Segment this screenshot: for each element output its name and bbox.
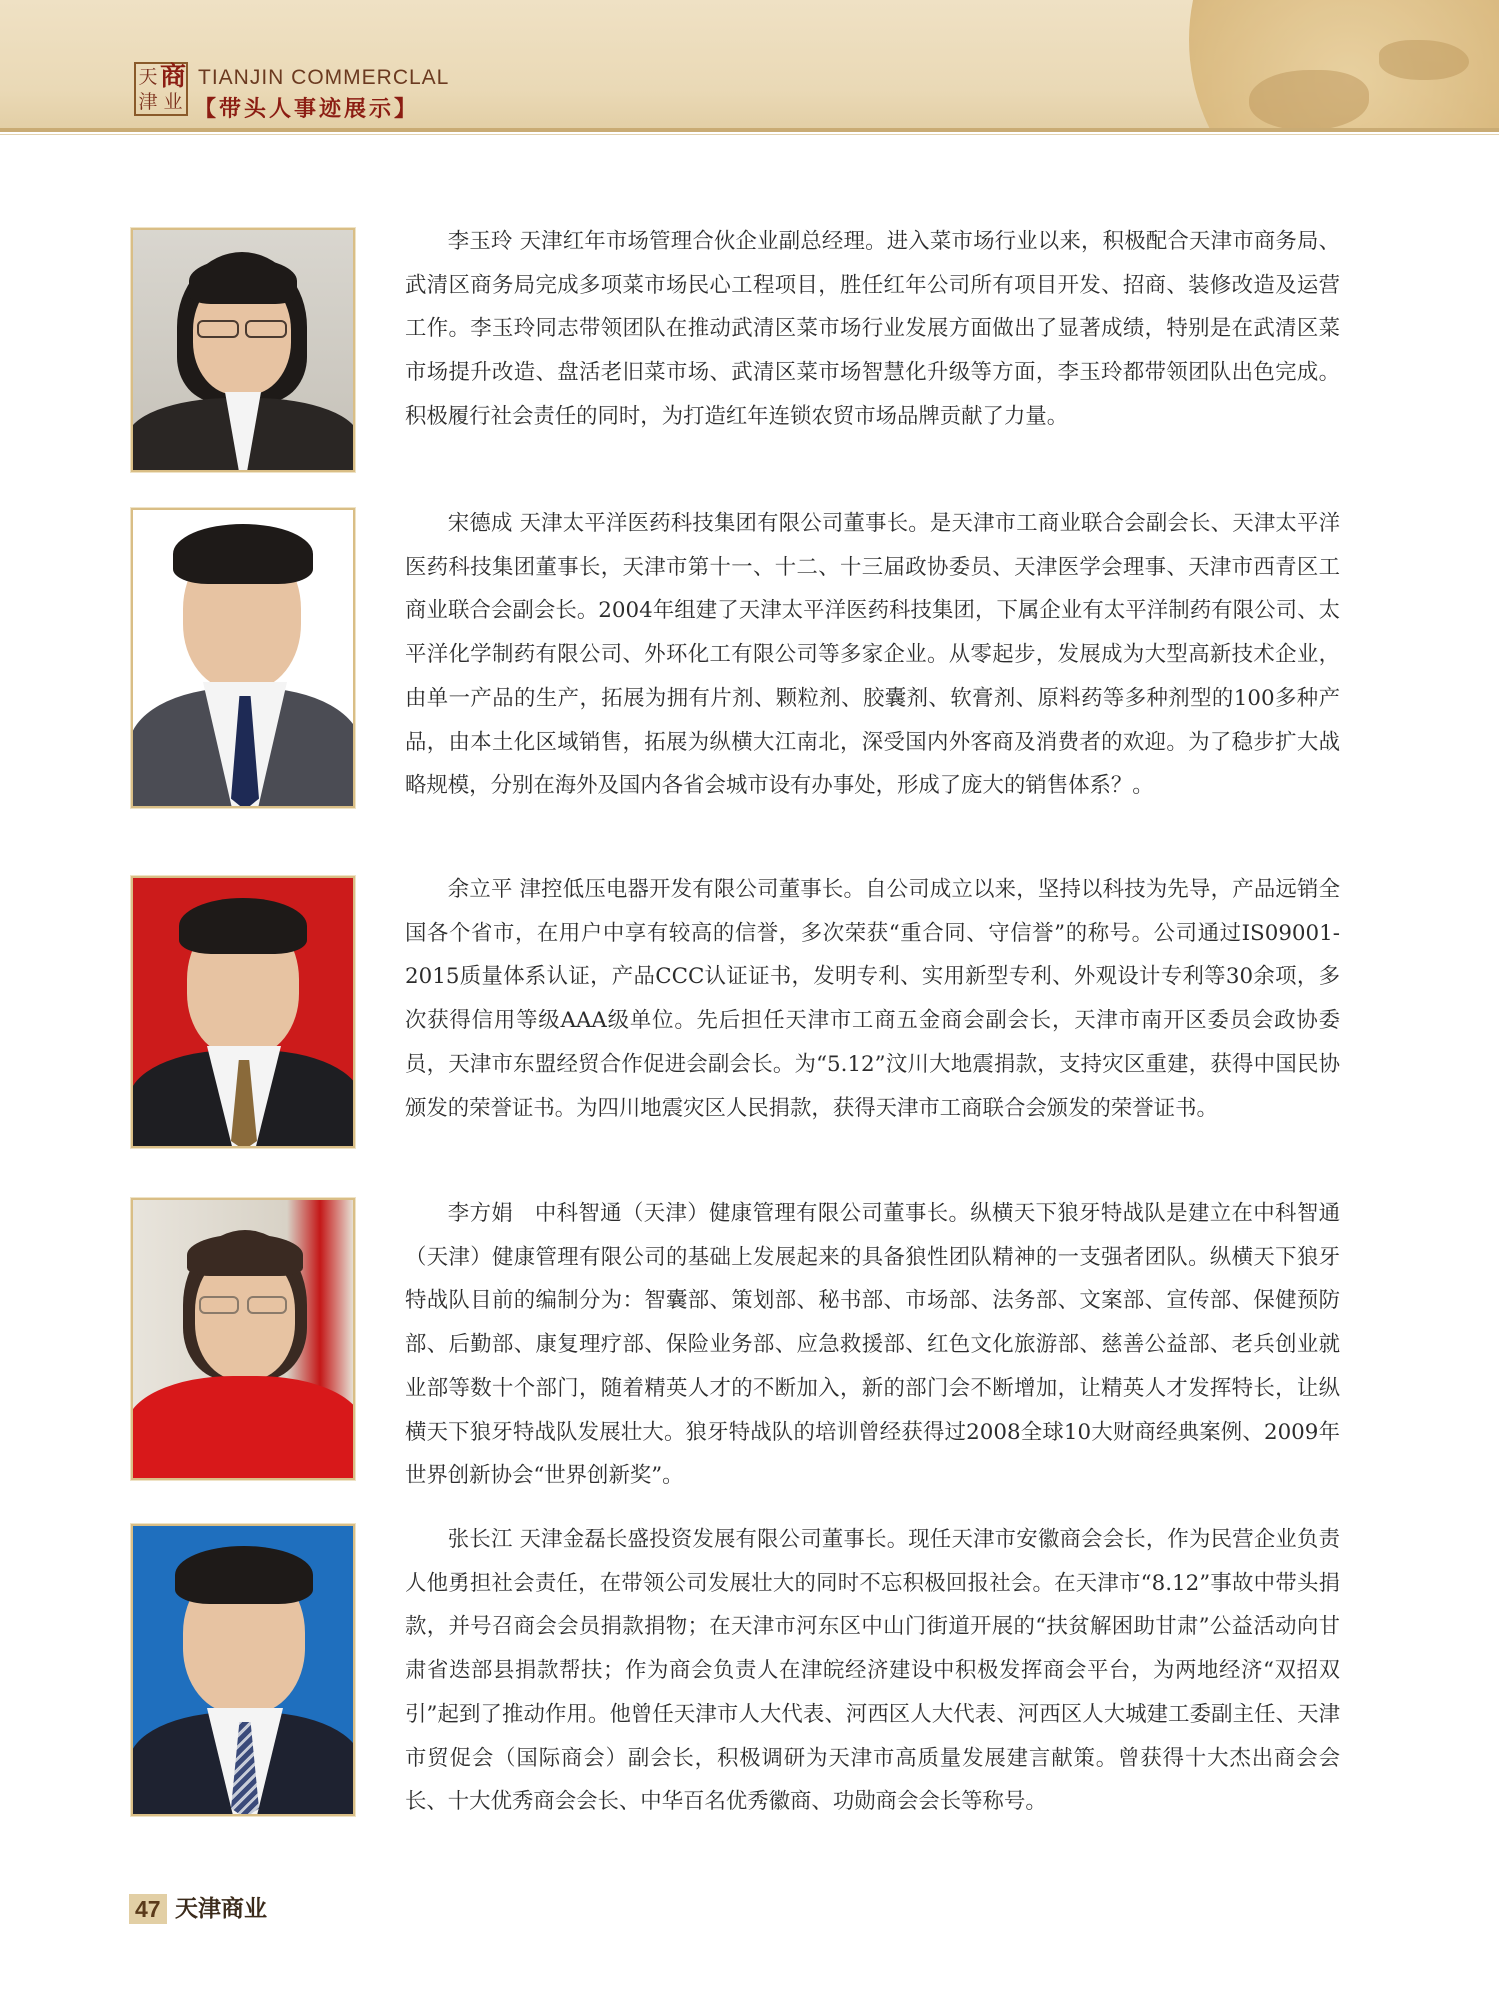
profile-bio: 张长江 天津金磊长盛投资发展有限公司董事长。现任天津市安徽商会会长，作为民营企业负责人他勇担社会责任，在带领公司发展壮大的同时不忘积极回报社会。在天津市“8.12”事故中带头捐款，并号召商会会员捐款捐物；在天津市河东区中山门街道开展的“扶贫解困助甘肃”公益活动向甘肃省迭部县捐款帮扶；作为商会负责人在津皖经济建设中积极发挥商会平台，为两地经济“双招双引”起到了推动作用。他曾任天津市人大代表、河西区人大代表、河西区人大城建工委副主任、天津市贸促会（国际商会）副会长，积极调研为天津市高质量发展建言献策。曾获得十大杰出商会会长、十大优秀商会会长、中华百名优秀徽商、功勋商会会长等称号。 (405, 1527, 1340, 1815)
page-number: 47 (129, 1894, 167, 1924)
portrait-photo (131, 876, 355, 1148)
portrait-photo (131, 228, 355, 472)
portrait-photo (131, 1198, 355, 1480)
profile-bio: 李玉玲 天津红年市场管理合伙企业副总经理。进入菜市场行业以来，积极配合天津市商务局、武清区商务局完成多项菜市场民心工程项目，胜任红年公司所有项目开发、招商、装修改造及运营工作。李玉玲同志带领团队在推动武清区菜市场行业发展方面做出了显著成绩，特别是在武清区菜市场提升改造、盘活老旧菜市场、武清区菜市场智慧化升级等方面，李玉玲都带领团队出色完成。积极履行社会责任的同时，为打造红年连锁农贸市场品牌贡献了力量。 (405, 229, 1340, 429)
profile-bio: 李方娟 中科智通（天津）健康管理有限公司董事长。纵横天下狼牙特战队是建立在中科智通（天津）健康管理有限公司的基础上发展起来的具备狼性团队精神的一支强者团队。纵横天下狼牙特战队目前的编制分为：智囊部、策划部、秘书部、市场部、法务部、文案部、宣传部、保健预防部、后勤部、康复理疗部、保险业务部、应急救援部、红色文化旅游部、慈善公益部、老兵创业就业部等数十个部门，随着精英人才的不断加入，新的部门会不断增加，让精英人才发挥特长，让纵横天下狼牙特战队发展壮大。狼牙特战队的培训曾经获得过2008全球10大财商经典案例、2009年世界创新协会“世界创新奖”。 (405, 1201, 1340, 1489)
page-header (0, 0, 1499, 128)
header-divider-thin (0, 134, 1499, 135)
section-title: 【带头人事迹展示】 (194, 96, 420, 122)
logo-char: 津 (138, 90, 158, 113)
brand-english-name: TIANJIN COMMERCLAL (198, 66, 450, 89)
portrait-photo (131, 508, 355, 808)
globe-decoration (1189, 0, 1499, 128)
profile-bio: 余立平 津控低压电器开发有限公司董事长。自公司成立以来，坚持以科技为先导，产品远销全国各个省市，在用户中享有较高的信誉，多次荣获“重合同、守信誉”的称号。公司通过IS09001-2015质量体系认证，产品CCC认证证书，发明专利、实用新型专利、外观设计专利等30余项，多次获得信用等级AAA级单位。先后担任天津市工商五金商会副会长，天津市南开区委员会政协委员，天津市东盟经贸合作促进会副会长。为“5.12”汶川大地震捐款，支持灾区重建，获得中国民协颁发的荣誉证书。为四川地震灾区人民捐款，获得天津市工商联合会颁发的荣誉证书。 (405, 877, 1340, 1121)
magazine-title: 天津商业 (175, 1896, 267, 1922)
portrait-photo (131, 1524, 355, 1816)
logo-char: 业 (163, 90, 183, 113)
profile-bio: 宋德成 天津太平洋医药科技集团有限公司董事长。是天津市工商业联合会副会长、天津太平洋医药科技集团董事长，天津市第十一、十二、十三届政协委员、天津医学会理事、天津市西青区工商业联合会副会长。2004年组建了天津太平洋医药科技集团，下属企业有太平洋制药有限公司、太平洋化学制药有限公司、外环化工有限公司等多家企业。从零起步，发展成为大型高新技术企业，由单一产品的生产，拓展为拥有片剂、颗粒剂、胶囊剂、软膏剂、原料药等多种剂型的100多种产品，由本土化区域销售，拓展为纵横大江南北，深受国内外客商及消费者的欢迎。为了稳步扩大战略规模，分别在海外及国内各省会城市设有办事处，形成了庞大的销售体系？。 (405, 511, 1340, 799)
logo-char: 商 (159, 62, 186, 92)
header-divider (0, 128, 1499, 132)
magazine-logo (134, 62, 188, 116)
logo-char: 天 (138, 65, 158, 88)
